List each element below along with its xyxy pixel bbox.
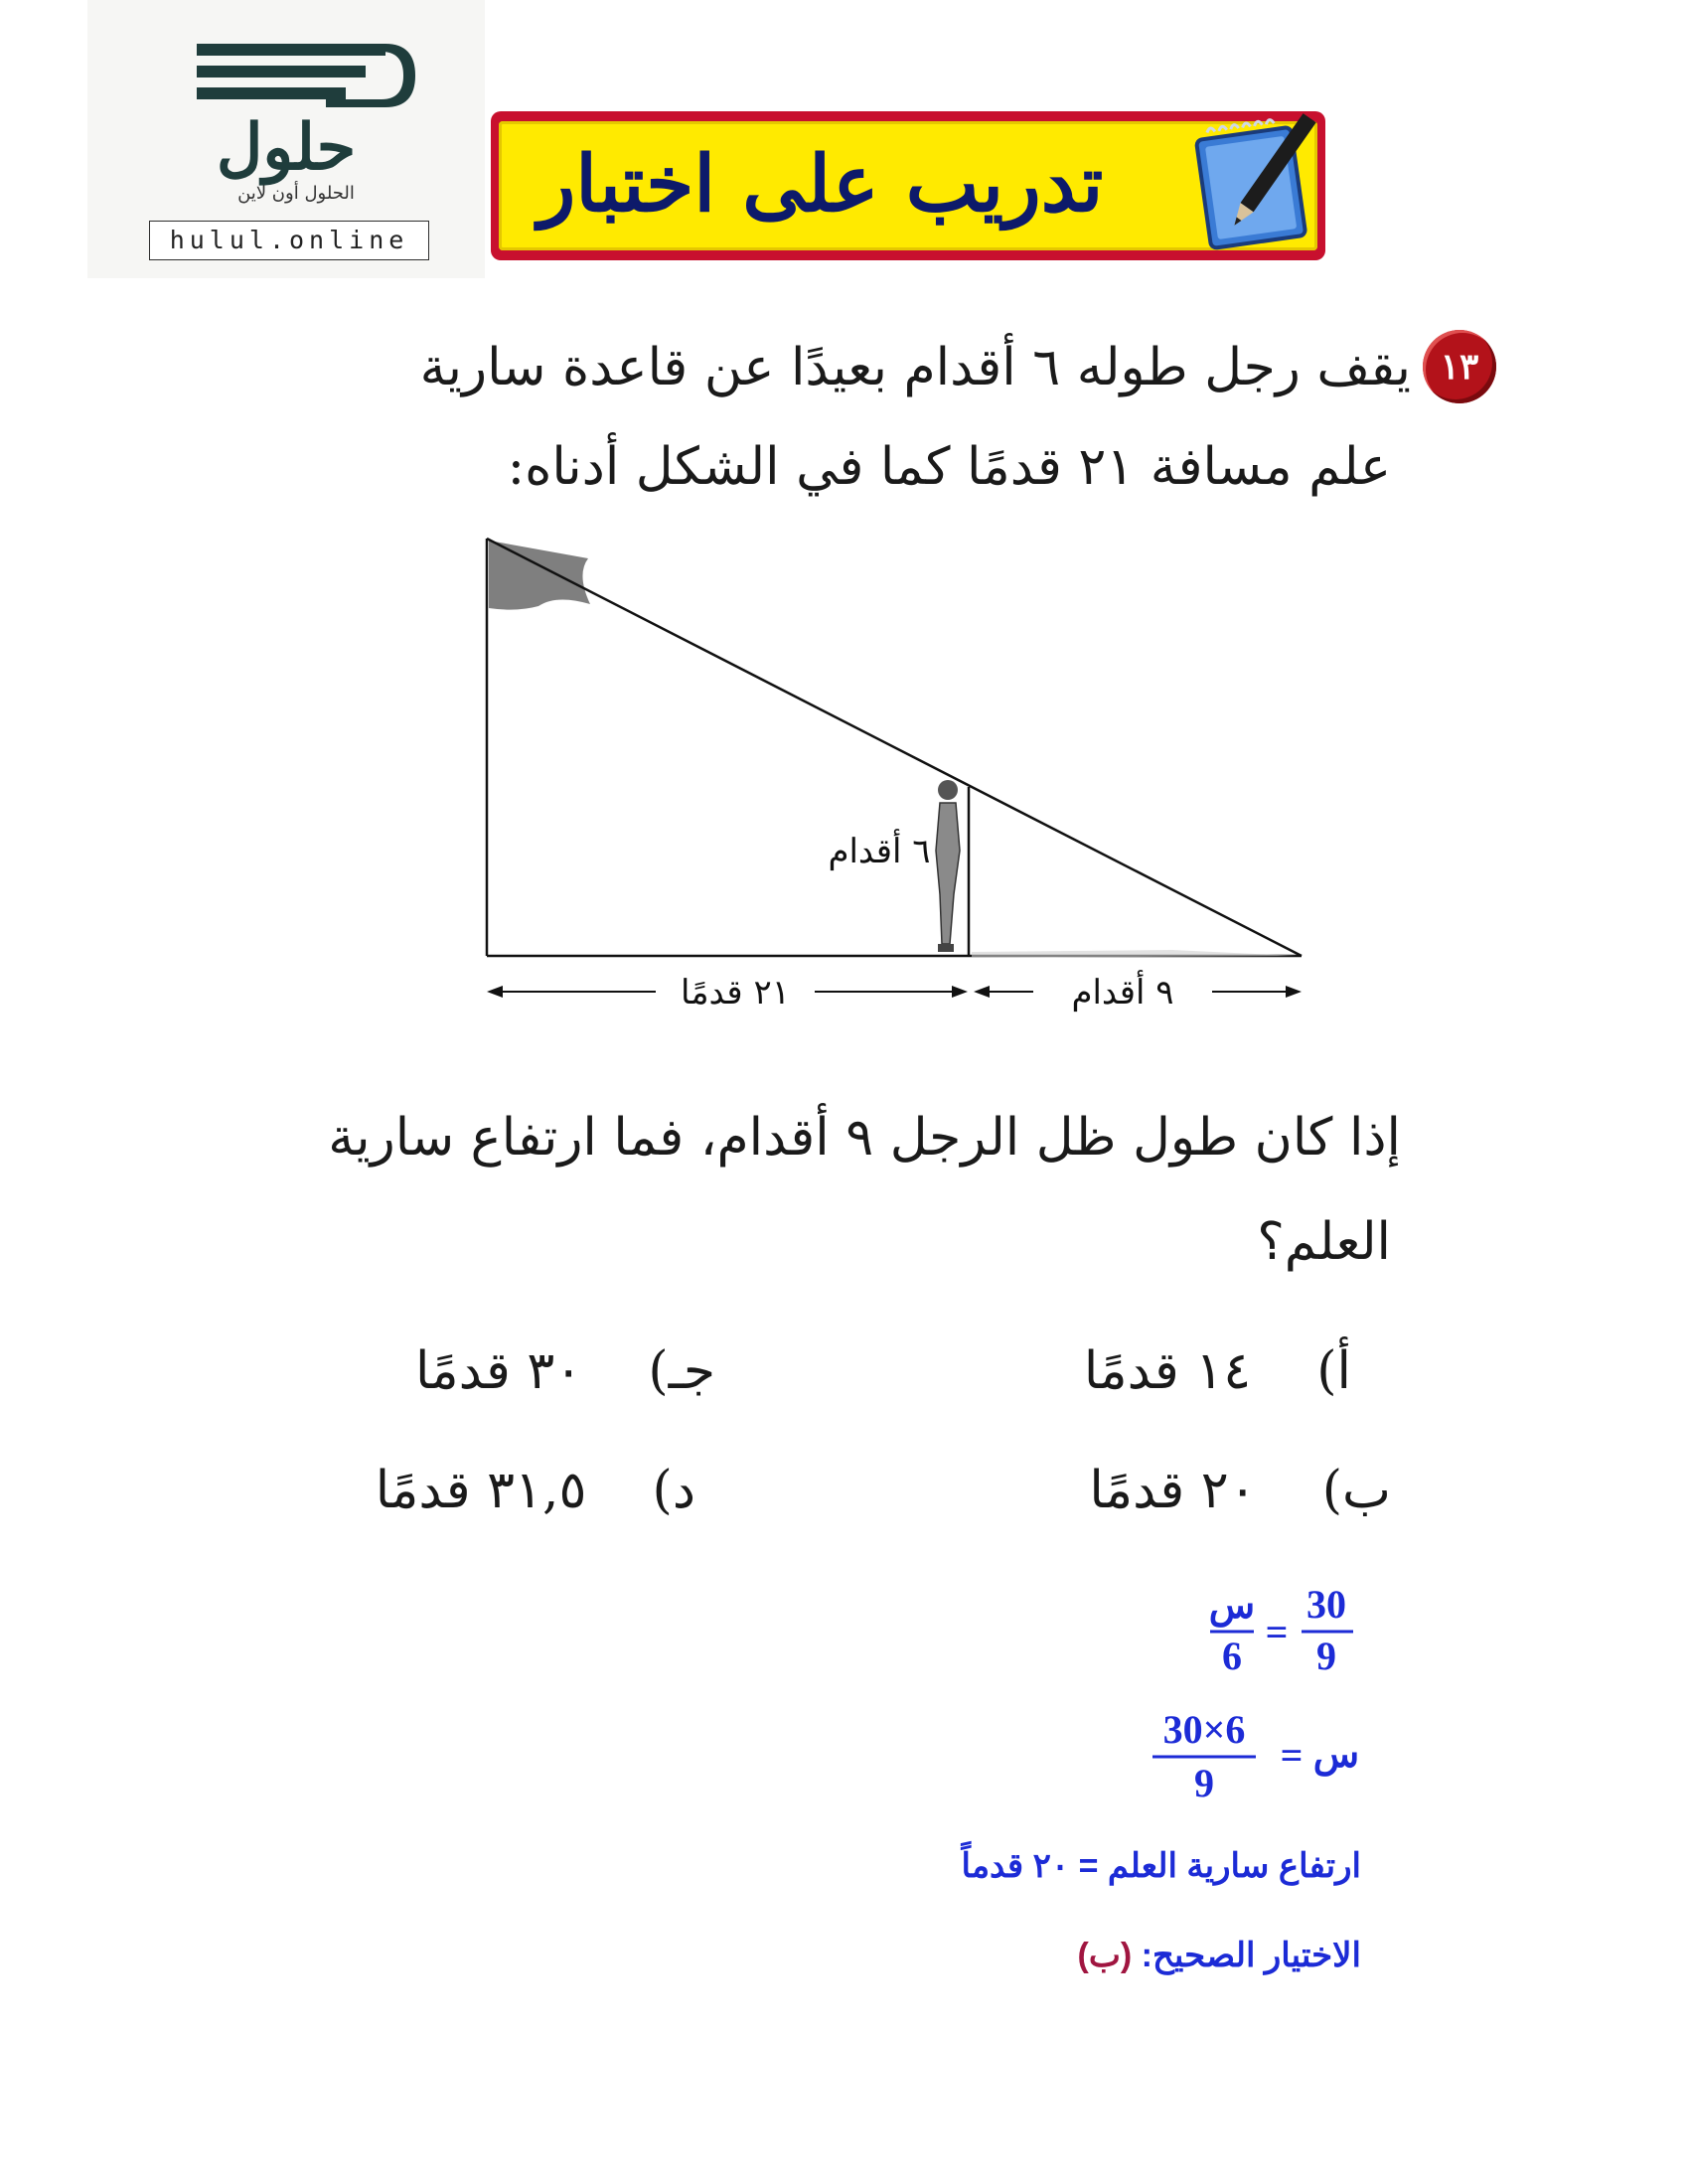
section-banner	[491, 111, 1325, 260]
option-a-letter: أ)	[1316, 1341, 1351, 1401]
eq1-left-denominator: 9	[1316, 1634, 1336, 1678]
eq1-right-numerator: س	[1208, 1585, 1256, 1627]
question-number-badge: ١٣	[1423, 330, 1496, 403]
similar-triangles-diagram	[477, 527, 1331, 1043]
option-b-text: ٢٠ قدمًا	[1089, 1461, 1257, 1520]
eq2-variable: س	[1312, 1734, 1360, 1776]
option-a[interactable]	[854, 1331, 1351, 1411]
logo-url: hulul.online	[149, 221, 429, 260]
option-a-text: ١٤ قدمًا	[1083, 1341, 1252, 1401]
notebook-pencil-icon	[1180, 105, 1319, 254]
banner-title: تدريب على اختبار	[537, 139, 1104, 230]
logo-tagline: الحلول أون لاين	[237, 183, 355, 204]
solution-answer	[467, 1926, 1361, 1985]
eq2-denominator: 9	[1194, 1761, 1214, 1805]
option-c-letter: جـ)	[648, 1341, 715, 1401]
option-b-letter: ب)	[1321, 1461, 1391, 1520]
option-d-text: ٣١,٥ قدمًا	[375, 1461, 587, 1520]
question-text-line1: يقف رجل طوله ٦ أقدام بعيدًا عن قاعدة سارية	[419, 338, 1411, 397]
answer-label: الاختيار الصحيح:	[1141, 1937, 1361, 1974]
answer-choice: (ب)	[1077, 1937, 1133, 1974]
flag-icon	[489, 541, 590, 610]
question-text-line4: العلم؟	[1257, 1212, 1391, 1272]
option-b[interactable]	[894, 1451, 1391, 1530]
question-text-line2: علم مسافة ٢١ قدمًا كما في الشكل أدناه:	[507, 437, 1391, 497]
eq2-equals: =	[1280, 1733, 1304, 1778]
eq1-left-numerator: 30	[1306, 1582, 1346, 1627]
distance-label: ٢١ قدمًا	[680, 973, 791, 1013]
logo	[87, 0, 485, 278]
man-icon	[936, 780, 960, 952]
option-d[interactable]	[199, 1451, 695, 1530]
solution-equations	[1133, 1580, 1391, 1818]
eq2-numerator: 30×6	[1162, 1707, 1246, 1752]
option-c-text: ٣٠ قدمًا	[414, 1341, 583, 1401]
question-text-line3: إذا كان طول ظل الرجل ٩ أقدام، فما ارتفاع سارية	[328, 1108, 1401, 1168]
solution-result: ارتفاع سارية العلم = ٢٠ قدماً	[961, 1847, 1361, 1885]
option-c[interactable]	[219, 1331, 715, 1411]
eq1-right-denominator: 6	[1222, 1634, 1242, 1678]
option-d-letter: د)	[652, 1461, 695, 1520]
eq1-equals: =	[1265, 1610, 1289, 1654]
logo-brand: حلول	[216, 110, 357, 185]
shadow-line	[487, 539, 1302, 956]
man-height-label: ٦ أقدام	[828, 832, 931, 871]
shadow-label: ٩ أقدام	[1071, 973, 1174, 1013]
